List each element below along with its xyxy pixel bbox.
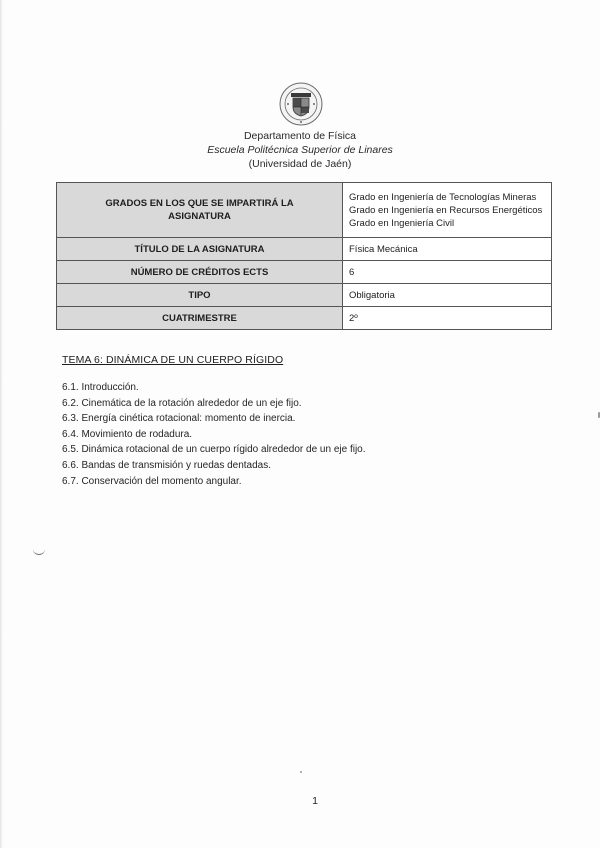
course-title-label: TÍTULO DE LA ASIGNATURA xyxy=(57,238,343,261)
semester-value: 2º xyxy=(343,307,552,330)
table-row xyxy=(57,261,552,284)
degree-item: Grado en Ingeniería de Tecnologías Mineras xyxy=(349,191,537,203)
list-item: 6.1. Introducción. xyxy=(62,382,139,393)
scan-speck xyxy=(300,771,302,773)
list-item: 6.5. Dinámica rotacional de un cuerpo rígido alrededor de un eje fijo. xyxy=(62,444,366,456)
school-name: Escuela Politécnica Superior de Linares xyxy=(207,144,393,156)
department-name: Departamento de Física xyxy=(243,130,357,142)
type-label: TIPO xyxy=(57,284,343,307)
table-row xyxy=(57,238,552,261)
list-item: 6.3. Energía cinética rotacional: momento de inercia. xyxy=(62,413,296,425)
semester-label: CUATRIMESTRE xyxy=(57,307,343,330)
course-title-value: Física Mecánica xyxy=(343,238,552,261)
scan-edge-shadow xyxy=(0,0,3,848)
credits-label: NÚMERO DE CRÉDITOS ECTS xyxy=(57,261,343,284)
topic-title: TEMA 6: DINÁMICA DE UN CUERPO RÍGIDO xyxy=(62,354,284,366)
degrees-label: GRADOS EN LOS QUE SE IMPARTIRÁ LA ASIGNATURA xyxy=(57,183,343,238)
list-item: 6.4. Movimiento de rodadura. xyxy=(62,428,193,440)
university-seal-icon xyxy=(279,82,323,126)
table-row xyxy=(57,183,552,238)
university-name: (Universidad de Jaén) xyxy=(248,158,352,170)
table-row xyxy=(57,284,552,307)
degrees-value xyxy=(343,183,552,238)
page-number: 1 xyxy=(312,795,318,807)
table-row xyxy=(57,307,552,330)
list-item: 6.7. Conservación del momento angular. xyxy=(62,475,242,487)
credits-value: 6 xyxy=(343,261,552,284)
list-item: 6.6. Bandas de transmisión y ruedas dentadas. xyxy=(62,459,272,471)
topic-list xyxy=(62,380,366,489)
type-value: Obligatoria xyxy=(343,284,552,307)
list-item: 6.2. Cinemática de la rotación alrededor de un eje fijo. xyxy=(62,397,302,409)
scan-mark xyxy=(33,546,45,555)
degree-item: Grado en Ingeniería en Recursos Energéticos xyxy=(349,204,543,216)
degree-item: Grado en Ingeniería Civil xyxy=(349,217,455,229)
course-info-table xyxy=(56,182,552,330)
